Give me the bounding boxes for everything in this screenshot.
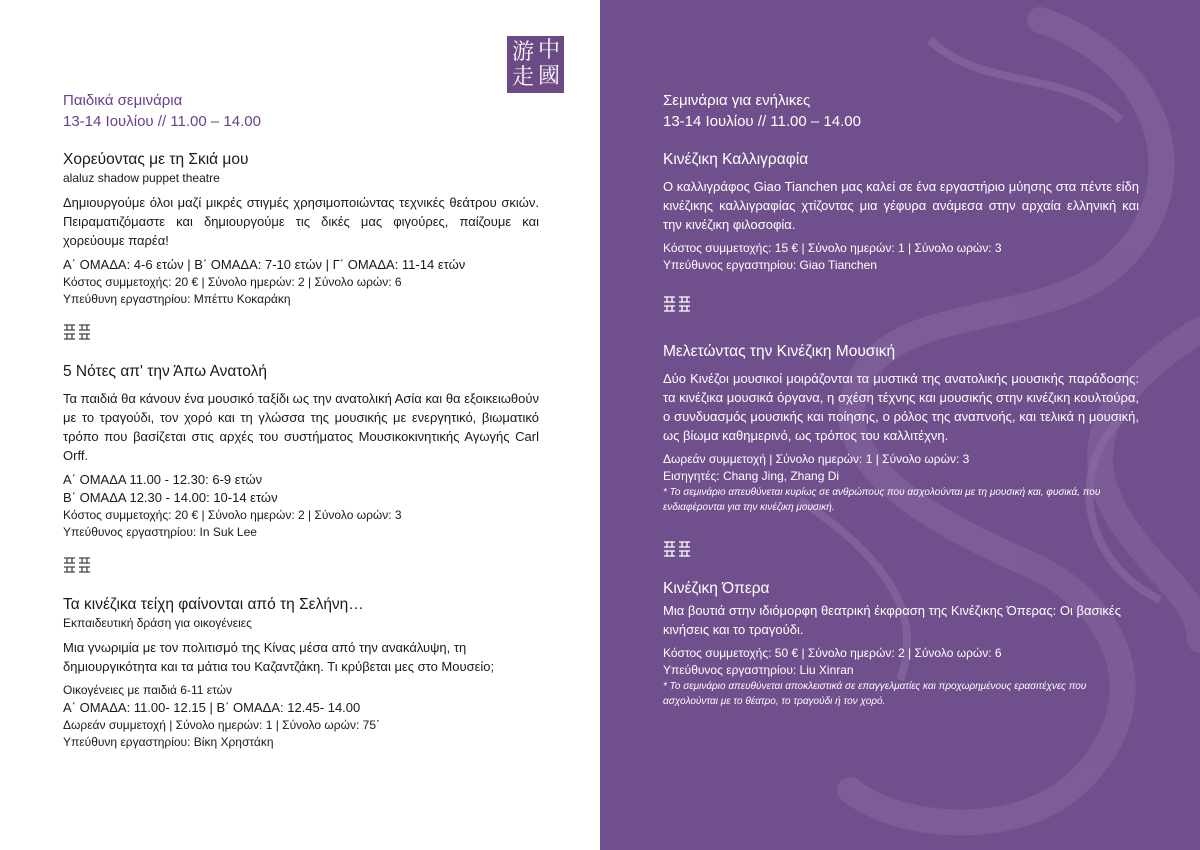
chinese-seal-logo <box>507 36 564 93</box>
workshop-item <box>663 579 1139 709</box>
workshop-note: * Το σεμινάριο απευθύνεται κυρίως σε ανθρώπους που ασχολούνται με τη μουσική και, φυσικά, που ενδιαφέρονται για την κινέζικη μουσική. <box>663 487 1101 513</box>
workshop-cost: Κόστος συμμετοχής: 20 € | Σύνολο ημερών: 2 | Σύνολο ωρών: 6 <box>63 275 402 289</box>
workshop-instructor: Υπεύθυνη εργαστηρίου: Βίκη Χρηστάκη <box>63 735 274 749</box>
section-heading: Σεμινάρια για ενήλικες 13-14 Ιουλίου // 11.00 – 14.00 <box>663 92 861 130</box>
seal-char: 游 <box>512 40 535 65</box>
workshop-item <box>663 342 1139 515</box>
workshop-title: Κινέζικη Όπερα <box>663 580 770 597</box>
workshop-group-b: Β΄ ΟΜΑΔΑ 12.30 - 14.00: 10-14 ετών <box>63 490 278 505</box>
workshop-title: 5 Νότες απ' την Άπω Ανατολή <box>63 363 267 380</box>
workshop-description: Δημιουργούμε όλοι μαζί μικρές στιγμές χρησιμοποιώντας τεχνικές θεάτρου σκιών. Πειραματιζόμαστε και δημιουργούμε τις δικές μας φιγούρες, παίζουμε και χορεύουμε παρέα! <box>63 195 539 248</box>
workshop-instructor: Υπεύθυνη εργαστηρίου: Μπέττυ Κοκαράκη <box>63 292 291 306</box>
ornament-divider-icon <box>663 539 1139 561</box>
workshop-instructor: Υπεύθυνος εργαστηρίου: Liu Xinran <box>663 663 854 677</box>
adult-seminars-column <box>663 90 1139 709</box>
workshop-group-a: Α΄ ΟΜΑΔΑ 11.00 - 12.30: 6-9 ετών <box>63 472 263 487</box>
workshop-item <box>63 595 539 751</box>
workshop-description: Ο καλλιγράφος Giao Tianchen μας καλεί σε ένα εργαστήριο μύησης στα πέντε είδη κινέζικης καλλιγραφίας χτίζοντας μια γέφυρα ανάμεσα στην αρχαία ελληνική και την κινέζικη φιλοσοφία. <box>663 179 1139 232</box>
workshop-cost: Κόστος συμμετοχής: 50 € | Σύνολο ημερών: 2 | Σύνολο ωρών: 6 <box>663 646 1002 660</box>
ornament-divider-icon <box>63 555 539 577</box>
workshop-title: Χορεύοντας με τη Σκιά μου <box>63 151 249 168</box>
workshop-audience: Οικογένειες με παιδιά 6-11 ετών <box>63 683 233 697</box>
workshop-description: Μια βουτιά στην ιδιόμορφη θεατρική έκφραση της Κινέζικης Όπερας: Οι βασικές κινήσεις και το τραγούδι. <box>663 603 1121 637</box>
seal-char: 國 <box>538 64 561 89</box>
workshop-speakers: Εισηγητές: Chang Jing, Zhang Di <box>663 469 840 483</box>
seal-char: 走 <box>512 65 535 90</box>
workshop-item <box>63 362 539 541</box>
workshop-description: Μια γνωριμία με τον πολιτισμό της Κίνας μέσα από την ανακάλυψη, τη δημιουργικότητα και τα μάτια του Καζαντζάκη. Τι κρύβεται μες στο Μουσείο; <box>63 640 495 674</box>
workshop-cost: Κόστος συμμετοχής: 20 € | Σύνολο ημερών: 2 | Σύνολο ωρών: 3 <box>63 508 402 522</box>
workshop-instructor: Υπεύθυνος εργαστηρίου: Giao Tianchen <box>663 258 877 272</box>
workshop-note: * Το σεμινάριο απευθύνεται αποκλειστικά σε επαγγελματίες και προχωρημένους ερασιτέχνες που ασχολούνται με το θέατρο, το τραγούδι ή τον χορό. <box>663 681 1087 707</box>
workshop-title: Μελετώντας την Κινέζικη Μουσική <box>663 343 896 360</box>
workshop-description: Τα παιδιά θα κάνουν ένα μουσικό ταξίδι ως την ανατολική Ασία και θα εξοικειωθούν με το τραγούδι, τον χορό και τη γλώσσα της μουσικής με ενεργητικό, βιωματικό τρόπο που βασίζεται στις αρχές του συστήματος Μουσικοκινητικής Αγωγής Carl Orff. <box>63 391 539 463</box>
workshop-subtitle: alaluz shadow puppet theatre <box>63 171 220 185</box>
workshop-item <box>663 150 1139 274</box>
right-page <box>600 0 1200 850</box>
workshop-title: Τα κινέζικα τείχη φαίνονται από τη Σελήνη… <box>63 596 364 613</box>
workshop-cost: Κόστος συμμετοχής: 15 € | Σύνολο ημερών: 1 | Σύνολο ωρών: 3 <box>663 241 1002 255</box>
workshop-item <box>63 150 539 308</box>
section-heading: Παιδικά σεμινάρια 13-14 Ιουλίου // 11.00 – 14.00 <box>63 92 261 130</box>
workshop-description: Δύο Κινέζοι μουσικοί μοιράζονται τα μυστικά της ανατολικής μουσικής παράδοσης: τα κινέζικα μουσικά όργανα, η σχέση τέχνης και μουσικής στην κινέζικη κουλτούρα, ο συνδυασμός μουσικής και ποίησης, ο ρόλος της αναπνοής, και τελικά η μουσική, ως βίωμα καθημερινό, ως τρόπος του καλλιτέχνη. <box>663 371 1139 443</box>
ornament-divider-icon <box>663 294 1139 316</box>
workshop-subtitle: Εκπαιδευτική δράση για οικογένειες <box>63 616 252 630</box>
ornament-divider-icon <box>63 322 539 344</box>
workshop-cost: Δωρεάν συμμετοχή | Σύνολο ημερών: 1 | Σύνολο ωρών: 3 <box>663 452 970 466</box>
workshop-groups: Α΄ ΟΜΑΔΑ: 11.00- 12.15 | Β΄ ΟΜΑΔΑ: 12.45- 14.00 <box>63 700 361 715</box>
workshop-instructor: Υπεύθυνος εργαστηρίου: In Suk Lee <box>63 525 257 539</box>
children-seminars-column <box>63 90 539 751</box>
workshop-title: Κινέζικη Καλλιγραφία <box>663 151 809 168</box>
workshop-groups: Α΄ ΟΜΑΔΑ: 4-6 ετών | Β΄ ΟΜΑΔΑ: 7-10 ετών | Γ΄ ΟΜΑΔΑ: 11-14 ετών <box>63 257 466 272</box>
seal-char: 中 <box>538 38 561 63</box>
workshop-cost: Δωρεάν συμμετοχή | Σύνολο ημερών: 1 | Σύνολο ωρών: 75΄ <box>63 718 380 732</box>
